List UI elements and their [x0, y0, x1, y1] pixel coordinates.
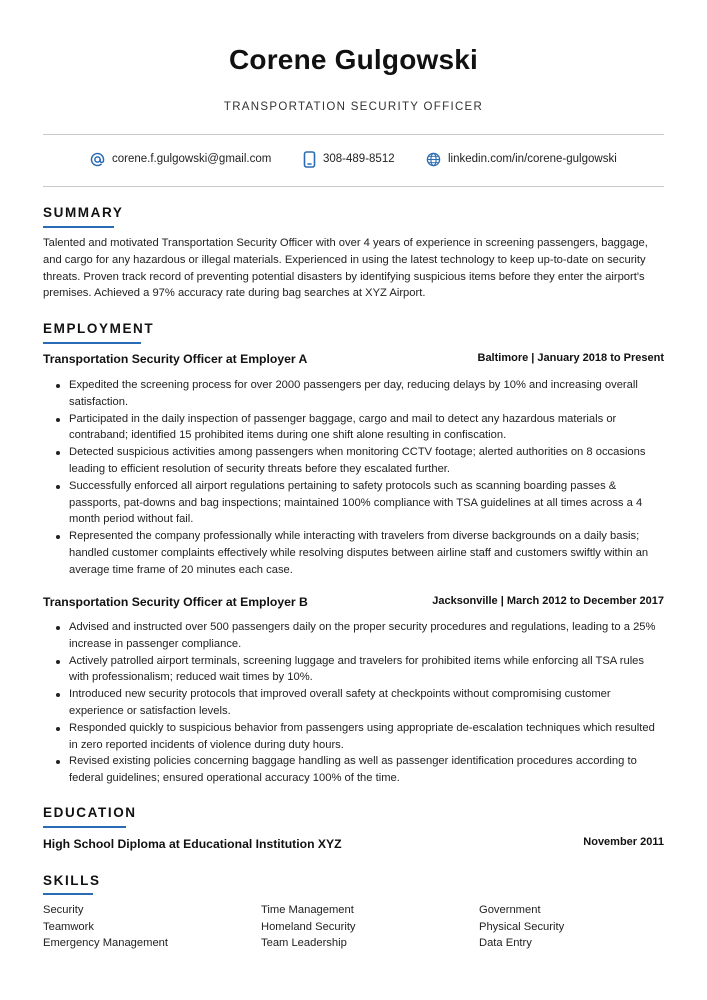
- skill-item: Data Entry: [479, 937, 532, 950]
- contact-email[interactable]: [90, 149, 271, 169]
- globe-icon: [426, 152, 441, 167]
- job-bullets-b: [43, 619, 664, 787]
- list-item: Represented the company professionally while interacting with travelers from diverse backgrounds on a daily basis; handled customer complaints effectively while resolving disputes between airline staff and customers swiftly within an average time frame of 20 minutes each case.: [43, 528, 664, 578]
- summary-heading: SUMMARY: [43, 205, 124, 220]
- education-degree: High School Diploma at Educational Institution XYZ: [43, 837, 342, 851]
- skills-heading: SKILLS: [43, 873, 101, 888]
- skill-item: Security: [43, 904, 84, 916]
- phone-icon: [303, 151, 316, 168]
- contact-phone[interactable]: [303, 149, 395, 169]
- list-item: Advised and instructed over 500 passengers daily on the proper security procedures and regulations, leading to a 25% increase in passenger compliance.: [43, 619, 664, 653]
- list-item: Successfully enforced all airport regulations pertaining to safety protocols such as scanning boarding passes & passports, pat-downs and bag inspections; maintained 100% compliance with TSA guidelines at all times across a 4 month period without fail.: [43, 478, 664, 528]
- job-title-a: Transportation Security Officer at Employer A: [43, 352, 308, 366]
- job-title-b: Transportation Security Officer at Employer B: [43, 595, 308, 609]
- job-bullets-a: [43, 377, 664, 579]
- job-meta-a: Baltimore | January 2018 to Present: [477, 352, 664, 364]
- skills-column-1: [43, 902, 168, 952]
- summary-text: Talented and motivated Transportation Security Officer with over 4 years of experience in screening passengers, baggage, and cargo for any hazardous or illegal materials. Experienced in using the latest technology to keep up-to-date on security threats. Proven track record of preventing potential disasters by identifying suspicious items before they enter the airport's premises. Achieved a 97% accuracy rate during bag searches at XYZ Airport.: [43, 237, 648, 300]
- contact-phone-text: 308-489-8512: [323, 153, 395, 165]
- at-sign-icon: [90, 152, 105, 167]
- skill-item: Emergency Management: [43, 937, 168, 950]
- list-item: Detected suspicious activities among passengers when monitoring CCTV footage; alerted authorities on 8 occasions leading to efficient resolution of security threats before they escalated further.: [43, 444, 664, 478]
- skill-item: Physical Security: [479, 920, 565, 933]
- job-title-headline: TRANSPORTATION SECURITY OFFICER: [223, 101, 484, 113]
- employment-underline: [43, 342, 141, 344]
- list-item: Introduced new security protocols that improved overall safety at checkpoints without compromising customer experience or satisfaction levels.: [43, 686, 664, 720]
- education-date: November 2011: [583, 836, 664, 848]
- list-item: Actively patrolled airport terminals, screening luggage and travelers for prohibited items while enforcing all TSA rules with professionalism; reduced wait times by 10%.: [43, 653, 664, 687]
- skills-column-2: [261, 902, 356, 952]
- list-item: Responded quickly to suspicious behavior from passengers using appropriate de-escalation techniques which resulted in zero reported incidents of violence during duty hours.: [43, 720, 664, 754]
- education-underline: [43, 826, 126, 828]
- skill-item: Team Leadership: [261, 937, 347, 950]
- candidate-name: Corene Gulgowski: [228, 44, 479, 75]
- skill-item: Time Management: [261, 904, 354, 916]
- divider-top: [43, 134, 664, 135]
- skill-item: Government: [479, 904, 541, 916]
- list-item: Revised existing policies concerning baggage handling as well as passenger identification procedures according to federal guidelines; ensured operational accuracy 100% of the time.: [43, 753, 664, 787]
- employment-heading: EMPLOYMENT: [43, 321, 155, 336]
- list-item: Participated in the daily inspection of passenger baggage, cargo and mail to detect any hazardous materials or contraband; identified 15 prohibited items during one shift alone resulting in confiscation.: [43, 411, 664, 445]
- skill-item: Homeland Security: [261, 920, 356, 933]
- skill-item: Teamwork: [43, 920, 94, 933]
- contact-linkedin-text: linkedin.com/in/corene-gulgowski: [448, 153, 617, 165]
- contact-linkedin[interactable]: [426, 149, 617, 169]
- skills-column-3: [479, 902, 564, 952]
- contact-bar: [43, 149, 664, 171]
- divider-bottom: [43, 186, 664, 187]
- job-meta-b: Jacksonville | March 2012 to December 2017: [432, 595, 664, 607]
- education-heading: EDUCATION: [43, 805, 137, 820]
- summary-underline: [43, 226, 114, 228]
- contact-email-text: corene.f.gulgowski@gmail.com: [112, 153, 272, 165]
- list-item: Expedited the screening process for over 2000 passengers per day, reducing delays by 10% and increasing overall satisfaction.: [43, 377, 664, 411]
- skills-underline: [43, 893, 93, 895]
